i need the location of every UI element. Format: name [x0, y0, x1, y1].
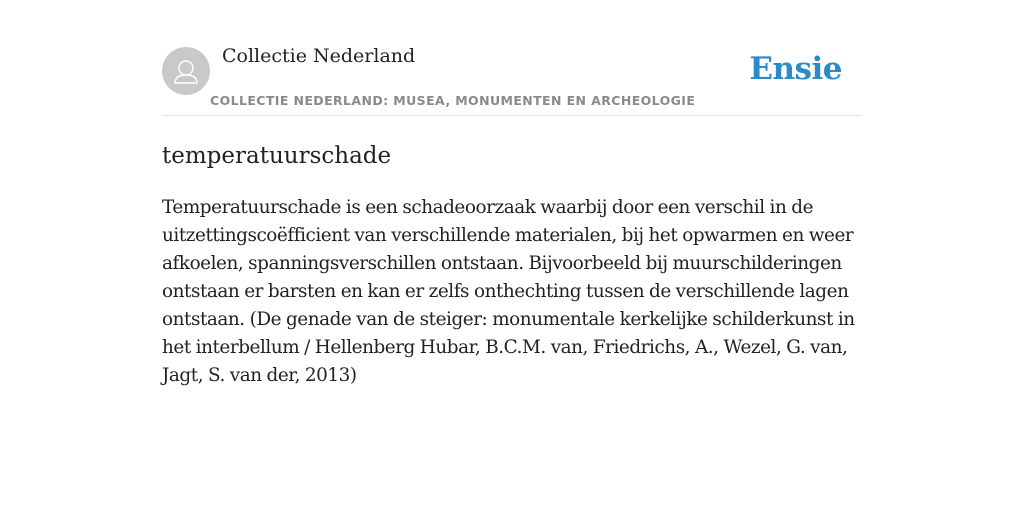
user-avatar-icon[interactable]: [162, 47, 210, 95]
entry-header: [162, 40, 862, 116]
source-label[interactable]: COLLECTIE NEDERLAND: MUSEA, MONUMENTEN EN ARCHEOLOGIE: [210, 93, 696, 108]
entry-definition: Temperatuurschade is een schadeoorzaak waarbij door een verschil in de uitzettingscoëfficient van verschillende materialen, bij het opwarmen en weer afkoelen, spanningsverschillen ontstaan. Bijvoorbeeld bij muurschilderingen ontstaan er barsten en kan er zelfs onthechting tussen de verschillende lagen ontstaan. (De genade van de steiger: monumentale kerkelijke schilderkunst in het interbellum / Hellenberg Hubar, B.C.M. van, Friedrichs, A., Wezel, G. van, Jagt, S. van der, 2013): [162, 197, 855, 386]
entry-card: [162, 40, 862, 390]
author-name[interactable]: Collectie Nederland: [222, 45, 416, 67]
brand-logo[interactable]: Ensie: [749, 51, 842, 87]
entry-term: temperatuurschade: [162, 143, 392, 169]
